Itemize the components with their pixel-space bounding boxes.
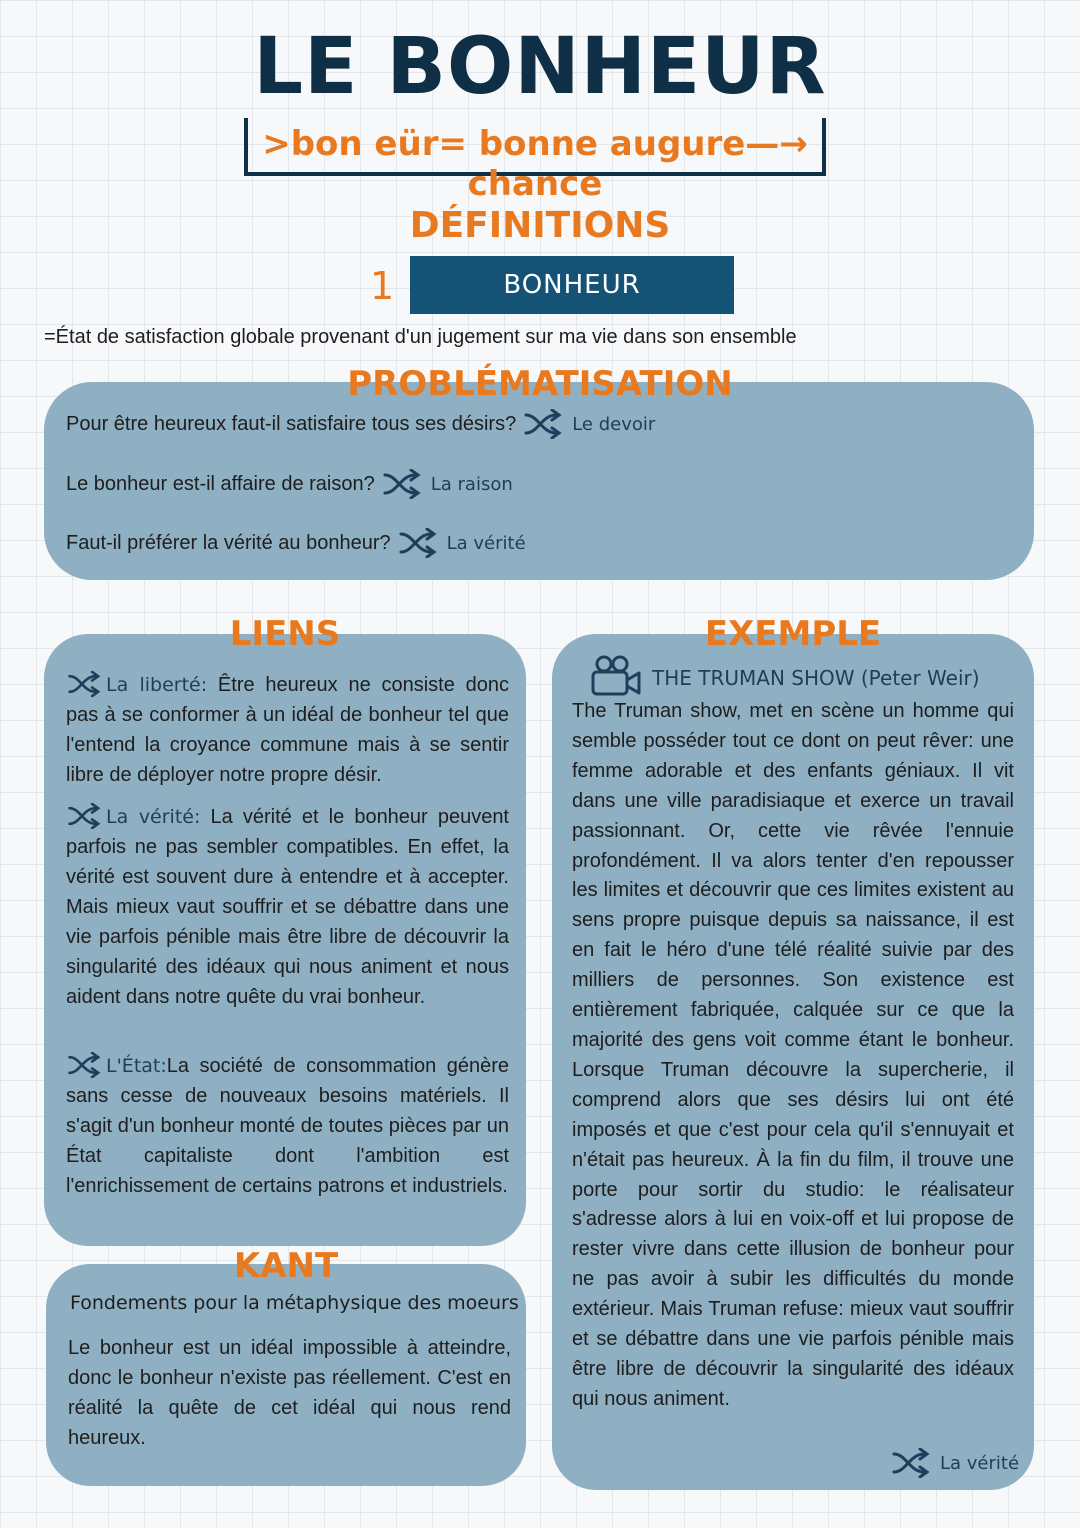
camera-icon: [590, 654, 642, 698]
lien-text: La société de consommation génère sans cesse de nouveaux besoins matériels. Il s'agit d'un bonheur monté de toutes pièces par un État capitaliste dont l'ambition est l'enrichissement de certains patrons et industriels.: [66, 1055, 509, 1197]
film-title: THE TRUMAN SHOW (Peter Weir): [652, 666, 980, 690]
exemple-text: The Truman show, met en scène un homme qui semble posséder tout ce dont on peut rêver: une femme adorable et des enfants géniaux. Il vit dans une ville paradisiaque et exerce un travail passionnant. Or, cette vie rêvée l'ennuie profondément. Il va alors tenter d'en repousser les limites et découvrir que ces limites existent au sens propre puisque depuis sa naissance, il est en fait le héro d'une télé réalité suivie par des milliers de personnes. Son existence est entièrement fabriquée, calquée sur ce que la majorité des gens voit comme étant le bonheur. Lorsque Truman découvre la supercherie, il comprend alors que ses désirs lui ont été imposés et que c'est pour cela qu'il s'ennuyait et n'était pas heureux. À la fin du film, il trouve une porte pour sortir du studio: le réalisateur s'adresse alors à lui en voix-off et lui propose de rester vivre dans cette illusion de bonheur pour ne pas avoir à subir les difficultés du monde extérieur. Mais Truman refuse: mieux vaut souffrir et se débattre dans une vie parfois pénible mais être libre de découvrir la singularité des idéaux qui nous animent.: [572, 700, 1014, 1410]
exemple-tag-label: La vérité: [940, 1452, 1020, 1474]
shuffle-icon: [383, 469, 425, 499]
definition-term: BONHEUR: [503, 270, 641, 300]
question-text: Faut-il préférer la vérité au bonheur?: [66, 531, 391, 554]
problem-question-3: [66, 528, 526, 558]
kant-text: Le bonheur est un idéal impossible à atteindre, donc le bonheur n'existe pas réellement. C'est en réalité la quête de cet idéal qui nous rend heureux.: [68, 1337, 511, 1449]
definition-number: 1: [370, 264, 395, 308]
lien-lead: L'État:: [106, 1055, 167, 1077]
liens-heading: LIENS: [229, 614, 341, 654]
definition-term-box: [410, 256, 734, 314]
kant-heading: KANT: [233, 1246, 339, 1286]
lien-item-verite: [66, 802, 509, 1012]
definition-text: =État de satisfaction globale provenant d'un jugement sur ma vie dans son ensemble: [44, 326, 797, 348]
definitions-heading: DÉFINITIONS: [409, 205, 671, 246]
lien-lead: La liberté:: [106, 674, 208, 696]
shuffle-icon: [524, 409, 566, 439]
question-tag: La vérité: [446, 532, 526, 554]
etymology-text: >bon eür= bonne augure—→ chance: [262, 124, 808, 204]
shuffle-icon: [66, 1052, 106, 1078]
question-tag: Le devoir: [572, 413, 656, 435]
exemple-tag: [884, 1448, 1019, 1478]
shuffle-icon: [399, 528, 441, 558]
problem-question-2: [66, 469, 513, 499]
lien-item-etat: [66, 1051, 509, 1201]
page-title: LE BONHEUR: [253, 22, 827, 112]
exemple-heading: EXEMPLE: [704, 614, 882, 654]
lien-text: Être heureux ne consiste donc pas à se conformer à un idéal de bonheur tel que l'entend la croyance commune mais à se sentir libre de déployer notre propre désir.: [66, 674, 509, 786]
question-text: Le bonheur est-il affaire de raison?: [66, 472, 375, 495]
shuffle-icon: [66, 803, 106, 829]
shuffle-icon: [892, 1448, 934, 1478]
problem-question-1: [66, 409, 655, 439]
shuffle-icon: [66, 671, 106, 697]
question-text: Pour être heureux faut-il satisfaire tous ses désirs?: [66, 412, 517, 435]
lien-text: La vérité et le bonheur peuvent parfois ne pas sembler compatibles. En effet, la vérité est souvent dure à entendre et à accepter. Mais mieux vaut souffrir et se débattre dans une vie parfois pénible mais être libre de découvrir la singularité des idéaux qui nous animent et nous aident dans notre quête du vrai bonheur.: [66, 806, 509, 1008]
problematisation-heading: PROBLÉMATISATION: [347, 364, 733, 404]
lien-lead: La vérité:: [106, 806, 201, 828]
question-tag: La raison: [430, 473, 513, 495]
lien-item-liberte: [66, 670, 509, 790]
kant-work-title: Fondements pour la métaphysique des moeurs: [70, 1292, 519, 1314]
